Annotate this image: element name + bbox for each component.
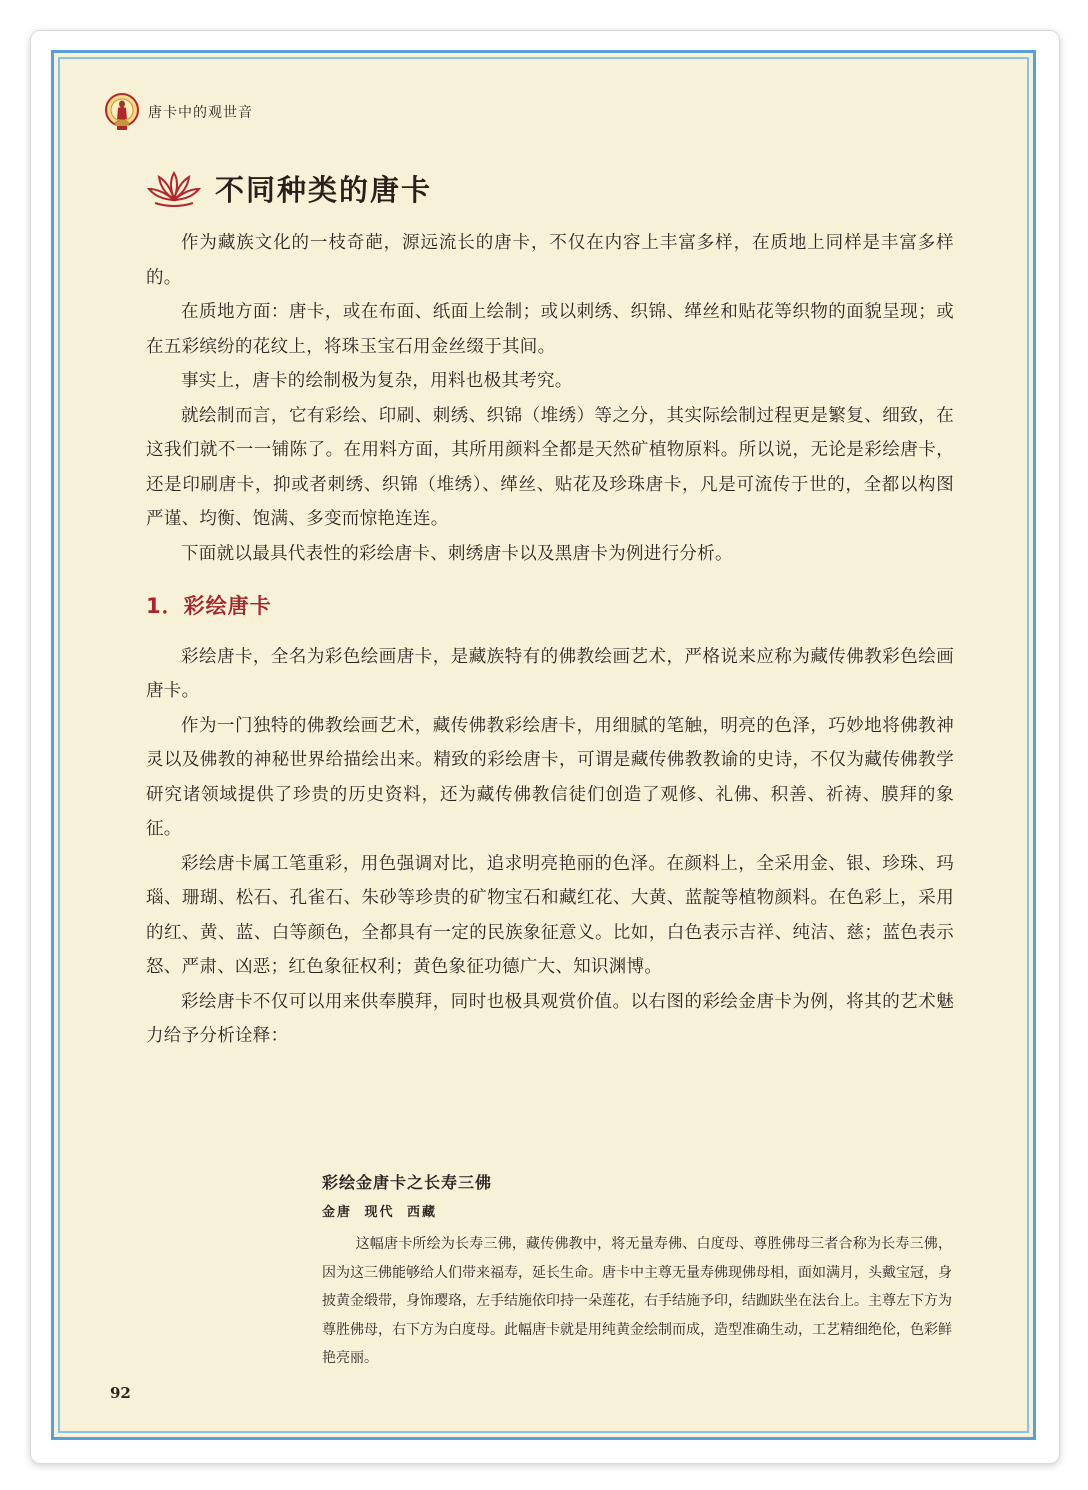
section-heading xyxy=(145,168,432,209)
section-title: 不同种类的唐卡 xyxy=(215,173,433,207)
avalokiteshvara-emblem-icon xyxy=(104,92,140,132)
paragraph: 彩绘唐卡不仅可以用来供奉膜拜，同时也极具观赏价值。以右图的彩绘金唐卡为例，将其的艺术魅力给予分析诠释： xyxy=(146,991,954,1046)
figure-caption xyxy=(322,1170,952,1373)
caption-description: 这幅唐卡所绘为长寿三佛，藏传佛教中，将无量寿佛、白度母、尊胜佛母三者合称为长寿三佛，因为这三佛能够给人们带来福寿，延长生命。唐卡中主尊无量寿佛现佛母相，面如满月，头戴宝冠，身披黄金缎带，身饰璎珞，左手结施依印持一朵莲花，右手结施予印，结跏趺坐在法台上。主尊左下方为尊胜佛母，右下方为白度母。此幅唐卡就是用纯黄金绘制而成，造型准确生动，工艺精细绝伦，色彩鲜艳亮丽。 xyxy=(322,1236,952,1366)
paragraph: 在质地方面：唐卡，或在布面、纸面上绘制；或以刺绣、织锦、缂丝和贴花等织物的面貌呈现；或在五彩缤纷的花纹上，将珠玉宝石用金丝缀于其间。 xyxy=(146,302,954,357)
paragraph: 作为一门独特的佛教绘画艺术，藏传佛教彩绘唐卡，用细腻的笔触，明亮的色泽，巧妙地将佛教神灵以及佛教的神秘世界给描绘出来。精致的彩绘唐卡，可谓是藏传佛教教谕的史诗，不仅为藏传佛教学研究诸领域提供了珍贵的历史资料，还为藏传佛教信徒们创造了观修、礼佛、积善、祈祷、膜拜的象征。 xyxy=(146,715,954,839)
paragraph: 事实上，唐卡的绘制极为复杂，用料也极其考究。 xyxy=(181,371,573,391)
body-text xyxy=(146,226,954,1054)
paragraph: 彩绘唐卡属工笔重彩，用色强调对比，追求明亮艳丽的色泽。在颜料上，全采用金、银、珍珠、玛瑙、珊瑚、松石、孔雀石、朱砂等珍贵的矿物宝石和藏红花、大黄、蓝靛等植物颜料。在色彩上，采用的红、黄、蓝、白等颜色，全都具有一定的民族象征意义。比如，白色表示吉祥、纯洁、慈；蓝色表示怒、严肃、凶恶；红色象征权利；黄色象征功德广大、知识渊博。 xyxy=(146,853,954,977)
paragraph: 彩绘唐卡，全名为彩色绘画唐卡，是藏族特有的佛教绘画艺术，严格说来应称为藏传佛教彩色绘画唐卡。 xyxy=(146,646,954,701)
lotus-icon xyxy=(145,169,203,209)
header-title: 唐卡中的观世音 xyxy=(148,105,253,121)
caption-meta: 金唐 现代 西藏 xyxy=(322,1205,438,1220)
paragraph: 作为藏族文化的一枝奇葩，源远流长的唐卡，不仅在内容上丰富多样，在质地上同样是丰富多样的。 xyxy=(146,233,954,288)
paragraph: 下面就以最具代表性的彩绘唐卡、刺绣唐卡以及黑唐卡为例进行分析。 xyxy=(181,543,733,564)
caption-title: 彩绘金唐卡之长寿三佛 xyxy=(322,1173,493,1192)
subsection-title: 1．彩绘唐卡 xyxy=(146,594,272,618)
paragraph: 就绘制而言，它有彩绘、印刷、刺绣、织锦（堆绣）等之分，其实际绘制过程更是繁复、细致，在这我们就不一一铺陈了。在用料方面，其所用颜料全都是天然矿植物原料。所以说，无论是彩绘唐卡，还是印刷唐卡，抑或者刺绣、织锦（堆绣）、缂丝、贴花及珍珠唐卡，凡是可流传于世的，全都以构图严谨、均衡、饱满、多变而惊艳连连。 xyxy=(146,405,954,529)
page-number: 92 xyxy=(110,1384,131,1402)
running-header xyxy=(104,90,253,134)
